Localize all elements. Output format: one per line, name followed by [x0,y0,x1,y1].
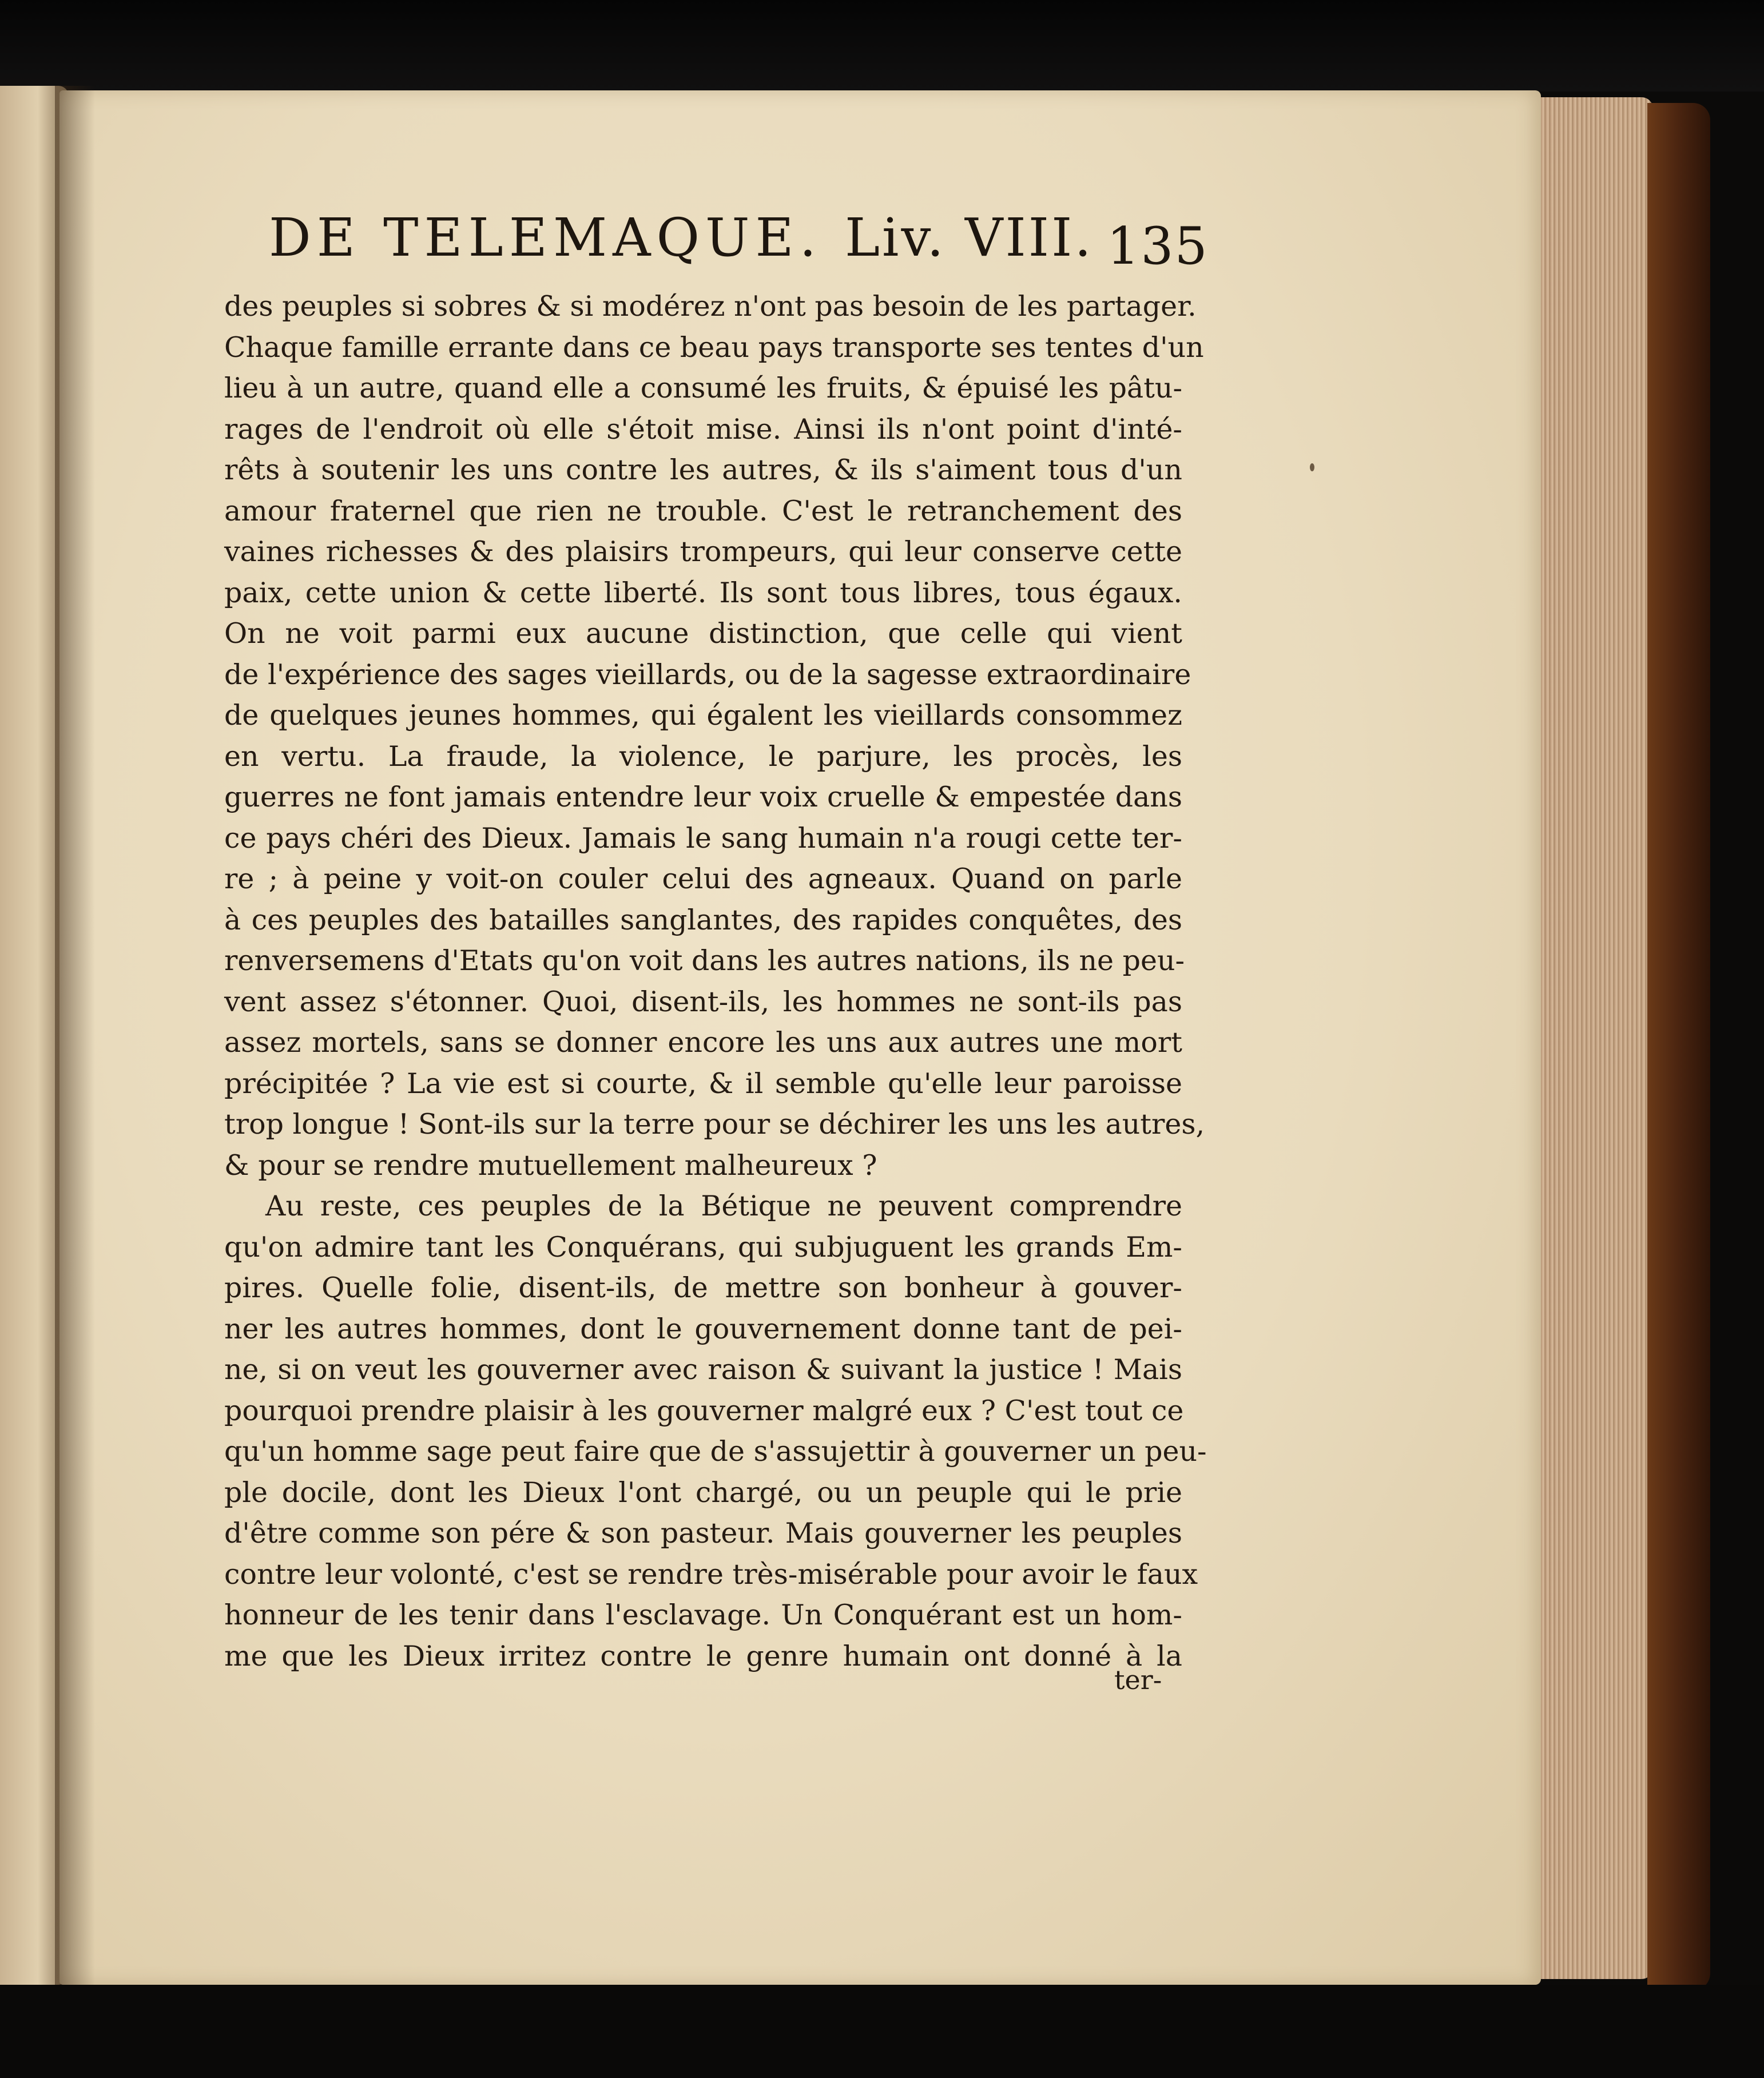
scan-background-top [0,0,1764,92]
leather-cover [1647,103,1710,1990]
text-line: d'être comme son pére & son pasteur. Mais gouverner les peuples [224,1517,1182,1549]
text-line: rages de l'endroit où elle s'étoit mise. Ainsi ils n'ont point d'inté- [224,412,1182,446]
text-line: re ; à peine y voit-on couler celui des agneaux. Quand on parle [224,863,1182,895]
text-line: trop longue ! Sont-ils sur la terre pour se déchirer les uns les autres, [224,1108,1205,1141]
text-line: Chaque famille errante dans ce beau pays transporte ses tentes d'un [224,331,1204,364]
text-line: à ces peuples des batailles sanglantes, des rapides conquêtes, des [224,903,1182,936]
text-line: ne, si on veut les gouverner avec raison & suivant la justice ! Mais [224,1353,1182,1386]
text-line: renversemens d'Etats qu'on voit dans les autres nations, ils ne peu- [224,944,1185,977]
text-line: précipitée ? La vie est si courte, & il semble qu'elle leur paroisse [224,1067,1182,1100]
catchword: ter- [1114,1664,1162,1695]
text-line: de l'expérience des sages vieillards, ou de la sagesse extraordinaire [224,658,1191,691]
text-line: de quelques jeunes hommes, qui égalent les vieillards consommez [224,699,1182,732]
text-line: des peuples si sobres & si modérez n'ont pas besoin de les partager. [224,290,1197,323]
text-line: honneur de les tenir dans l'esclavage. Un Conquérant est un hom- [224,1599,1182,1631]
running-head [269,207,1184,287]
text-line: pires. Quelle folie, disent-ils, de mettre son bonheur à gouver- [224,1272,1182,1304]
text-line: paix, cette union & cette liberté. Ils sont tous libres, tous égaux. [224,576,1182,609]
text-line: assez mortels, sans se donner encore les uns aux autres une mort [224,1026,1182,1059]
text-line: On ne voit parmi eux aucune distinction, que celle qui vient [224,617,1182,650]
text-line: qu'on admire tant les Conquérans, qui subjuguent les grands Em- [224,1230,1182,1264]
text-line: rêts à soutenir les uns contre les autres, & ils s'aiment tous d'un [224,454,1182,486]
page-block-edges [1533,97,1653,1979]
text-line: amour fraternel que rien ne trouble. C'est le retranchement des [224,494,1182,527]
scan-background-bottom [0,1985,1764,2078]
text-line: vent assez s'étonner. Quoi, disent-ils, les hommes ne sont-ils pas [224,985,1182,1018]
body-text [224,286,1207,1676]
text-line: lieu à un autre, quand elle a consumé les fruits, & épuisé les pâtu- [224,372,1182,404]
text-line-paragraph-end: & pour se rendre mutuellement malheureux ? [224,1149,877,1182]
text-line: guerres ne font jamais entendre leur voix cruelle & empestée dans [224,781,1182,813]
paper-speck [1310,463,1314,471]
text-line: ner les autres hommes, dont le gouvernement donne tant de pei- [224,1312,1182,1345]
text-line: me que les Dieux irritez contre le genre humain ont donné à la [224,1639,1182,1672]
running-head-book: Liv. VIII. [844,207,1094,268]
text-line: contre leur volonté, c'est se rendre très-misérable pour avoir le faux [224,1557,1198,1591]
running-head-title: DE TELEMAQUE. [269,207,822,268]
text-line: qu'un homme sage peut faire que de s'assujettir à gouverner un peu- [224,1435,1207,1468]
text-line: ple docile, dont les Dieux l'ont chargé, ou un peuple qui le prie [224,1476,1182,1509]
text-line: ce pays chéri des Dieux. Jamais le sang humain n'a rougi cette ter- [224,821,1182,855]
text-line-paragraph-start: Au reste, ces peuples de la Bétique ne peuvent comprendre [265,1190,1182,1222]
text-line: en vertu. La fraude, la violence, le parjure, les procès, les [224,740,1182,773]
text-line: pourquoi prendre plaisir à les gouverner malgré eux ? C'est tout ce [224,1394,1184,1427]
text-line: vaines richesses & des plaisirs trompeurs, qui leur conserve cette [224,535,1182,568]
page-number: 135 [1107,216,1209,276]
gutter-shadow [55,86,95,1985]
